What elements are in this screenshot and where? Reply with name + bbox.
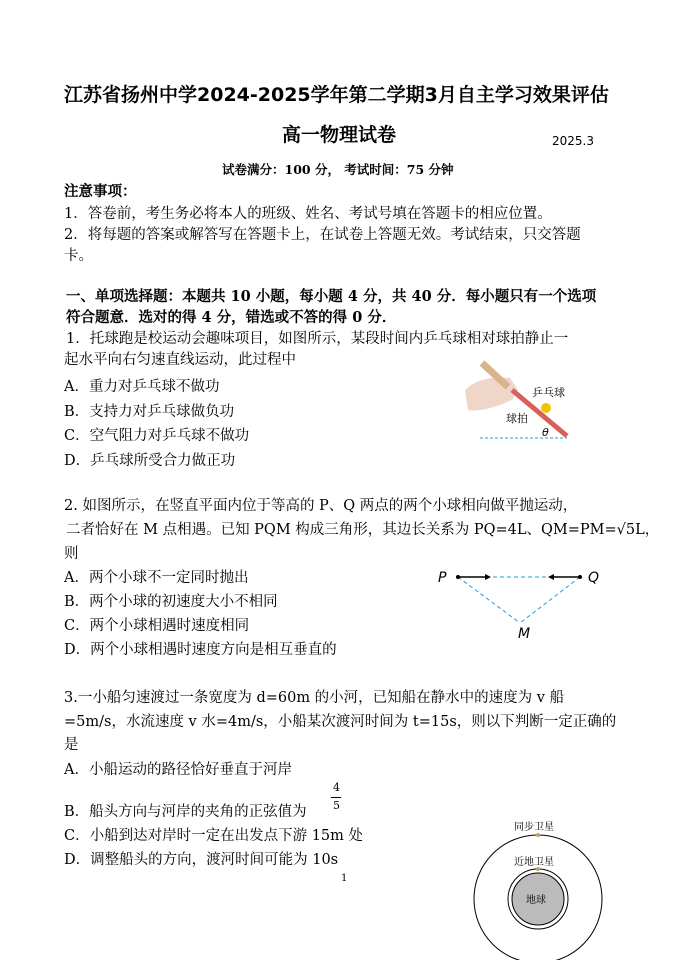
fraction-bar [331, 797, 341, 798]
label-angle: θ [542, 426, 549, 439]
q2-figure [430, 565, 610, 645]
label-m: M [518, 626, 531, 642]
q2-option: C．两个小球相遇时速度相同 [64, 618, 250, 634]
q3-option: A．小船运动的路径恰好垂直于河岸 [64, 762, 292, 778]
exam-info: 试卷满分：100 分， 考试时间：75 分钟 [222, 162, 454, 177]
notes-heading: 注意事项： [64, 183, 137, 200]
hand-icon [465, 378, 518, 411]
label-ball: 乒乓球 [532, 386, 565, 399]
q1-option: B．支持力对乒乓球做负功 [64, 404, 235, 420]
exam-subtitle: 高一物理试卷 [282, 124, 397, 146]
q3-option: C．小船到达对岸时一定在出发点下游 15m 处 [64, 828, 364, 844]
fraction-denominator: 5 [333, 799, 340, 812]
note-item: 卡。 [64, 248, 93, 264]
q3-stem: =5m/s，水流速度 v 水=4m/s，小船某次渡河时间为 t=15s，则以下判断一定正确的 [64, 714, 617, 730]
q3-option: D．调整船头的方向，渡河时间可能为 10s [64, 852, 339, 868]
page-number: 1 [341, 873, 348, 884]
orbit-figure [470, 810, 620, 960]
label-earth: 地球 [526, 895, 546, 906]
q1-stem: 1．托球跑是校运动会趣味项目，如图所示，某段时间内乒乓球相对球拍静止一 [66, 331, 569, 347]
section-heading: 一、单项选择题：本题共 10 小题，每小题 4 分，共 40 分．每小题只有一个选项 [66, 288, 597, 305]
label-p: P [438, 570, 447, 586]
q1-option: C．空气阻力对乒乓球不做功 [64, 428, 250, 444]
q2-option: B．两个小球的初速度大小不相同 [64, 594, 278, 610]
label-near: 近地卫星 [514, 857, 554, 868]
q3-stem: 3.一小船匀速渡过一条宽度为 d=60m 的小河，已知船在静水中的速度为 v 船 [64, 690, 565, 706]
ball-icon [541, 403, 551, 413]
q2-stem: 二者恰好在 M 点相遇。已知 PQM 构成三角形，其边长关系为 PQ=4L、QM=PM=√5L， [66, 522, 660, 538]
label-q: Q [588, 570, 600, 586]
q2-stem: 则 [64, 546, 79, 562]
label-sync: 同步卫星 [514, 822, 554, 833]
q1-option: A．重力对乒乓球不做功 [64, 379, 220, 395]
section-heading: 符合题意．选对的得 4 分，错选或不答的得 0 分． [66, 309, 397, 326]
q1-figure [440, 360, 687, 460]
note-item: 1．答卷前，考生务必将本人的班级、姓名、考试号填在答题卡的相应位置。 [64, 206, 552, 222]
q1-option: D．乒乓球所受合力做正功 [64, 453, 236, 469]
q2-option: A．两个小球不一定同时抛出 [64, 570, 249, 586]
q3-stem: 是 [64, 737, 79, 753]
q2-stem: 2. 如图所示，在竖直平面内位于等高的 P、Q 两点的两个小球相向做平抛运动， [64, 498, 578, 514]
fraction-numerator: 4 [333, 781, 340, 794]
exam-date: 2025.3 [552, 134, 594, 148]
q2-option: D．两个小球相遇时速度方向是相互垂直的 [64, 642, 337, 658]
exam-title: 江苏省扬州中学2024-2025学年第二学期3月自主学习效果评估 [64, 84, 609, 106]
q1-stem: 起水平向右匀速直线运动，此过程中 [64, 352, 296, 368]
q3-option: B．船头方向与河岸的夹角的正弦值为 [64, 804, 307, 820]
note-item: 2．将每题的答案或解答写在答题卡上，在试卷上答题无效。考试结束，只交答题 [64, 227, 581, 243]
label-paddle: 球拍 [506, 412, 528, 425]
